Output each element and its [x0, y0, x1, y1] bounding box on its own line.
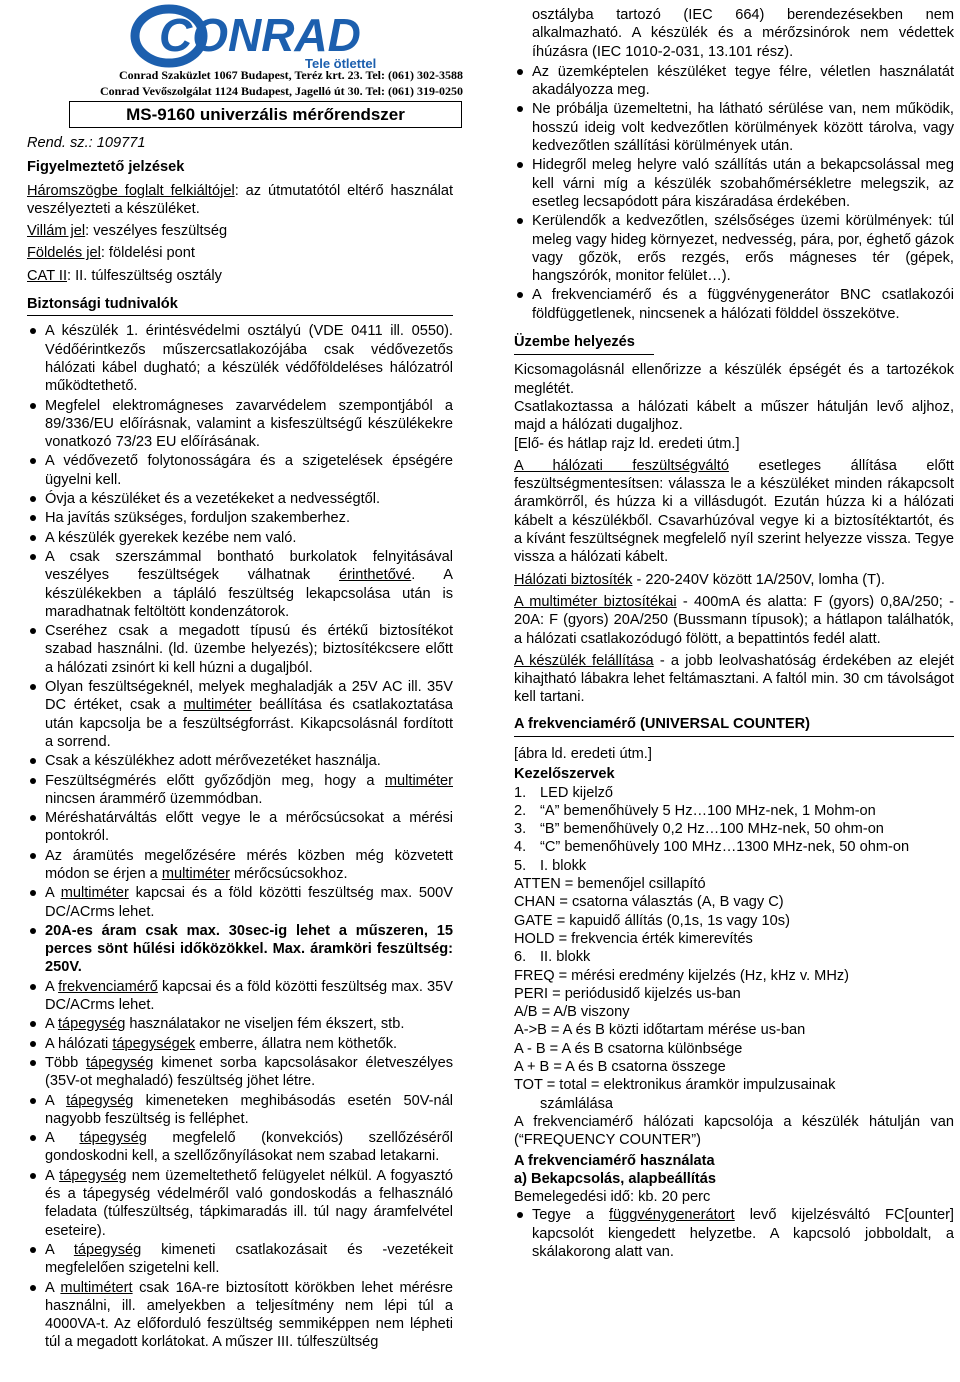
list-item: A tápegység kimeneteken meghibásodás esetén 50V-nál nagyobb feszültség is felléphet. [27, 1092, 453, 1129]
list-item: Méréshatárváltás előtt vegye le a mérőcsúcsokat a mérési pontokról. [27, 809, 453, 846]
usage-list [514, 1206, 954, 1261]
continued-text: osztályba tartozó (IEC 664) berendezésekben nem alkalmazható. A készülék és a mérőzsinórok nem védettek íhúzásra (IEC 1010-2-031, 13.101 rész). [532, 7, 954, 60]
key-line: FREQ = mérési eredmény kijelzés (Hz, kHz v. MHz) [514, 967, 850, 984]
warning-line: Földelés jel: földelési pont [27, 245, 195, 262]
list-item: A tápegység használatakor ne viseljen fém ékszert, stb. [27, 1015, 453, 1033]
warning-line: CAT II: II. túlfeszültség osztály [27, 267, 222, 284]
list-item: Csak a készülékhez adott mérővezetéket használja. [27, 752, 453, 770]
key-line: CHAN = csatorna választás (A, B vagy C) [514, 894, 784, 911]
list-item: Óvja a készüléket és a vezetékeket a nedvességtől. [27, 490, 453, 508]
control-item: 6. II. blokk [514, 949, 591, 966]
controls-heading: Kezelőszervek [514, 766, 615, 783]
list-item: Megfelel elektromágneses zavarvédelem szempontjából a 89/336/EU előírásnak, valamint a kisfeszültségű készülékekre vonatkozó 73/23 EU előírásának. [27, 397, 453, 452]
left-column [27, 0, 463, 1353]
setup-paragraph: A készülék felállítása - a jobb leolvashatóság érdekében az elejét kihajtható lábakra lehet feltámasztani. A faltól min. 30 cm távolságot kell tartani. [514, 652, 954, 706]
list-item: Ha javítás szükséges, forduljon szakemberhez. [27, 509, 453, 527]
list-item: A csak szerszámmal bontható burkolatok felnyitásával veszélyes feszültségek válhatnak érinthetővé. A készülékekben a tápláló feszültség lekapcsolása után is maradhatnak feltöltött kondenzátorok. [27, 548, 453, 621]
list-item: Feszültségmérés előtt győződjön meg, hogy a multiméter nincsen árammérő üzemmódban. [27, 772, 453, 809]
list-item: A készülék gyerekek kezébe nem való. [27, 529, 453, 547]
counter-switch-note: A frekvenciamérő hálózati kapcsolója a készülék hátulján van (“FREQUENCY COUNTER”) [514, 1113, 954, 1149]
setup-paragraph: [Elő- és hátlap rajz ld. eredeti útm.] [514, 435, 740, 452]
frequency-counter-heading: A frekvenciamérő (UNIVERSAL COUNTER) [514, 715, 954, 737]
key-line: A + B = A és B csatorna összege [514, 1059, 726, 1076]
right-column [514, 6, 954, 1262]
figure-reference: [ábra ld. eredeti útm.] [514, 745, 652, 762]
usage-heading: A frekvenciamérő használata [514, 1152, 715, 1169]
list-item: A tápegység nem üzemeltethető felügyelet nélkül. A fogyasztó és a tápegység védelméről való gondoskodás a felhasználó feladata (túlfeszültség, tápkimaradás ill. túl nagy áramfelvétel eseteire). [27, 1167, 453, 1240]
safety-list-continued [514, 63, 954, 323]
list-item: A készülék 1. érintésvédelmi osztályú (VDE 0411 ill. 0550). Védőérintkezős műszercsatlakozójába csak védővezetős hálózati kábel dugható; a készülék védőföldeléses hálózatról működtethető. [27, 322, 453, 395]
warmup-time: Bemelegedési idő: kb. 20 perc [514, 1189, 711, 1206]
svg-text:Tele ötlettel: Tele ötlettel [305, 56, 377, 70]
warning-line: Háromszögbe foglalt felkiáltójel: az útmutatótól eltérő használat veszélyezteti a készüléket. [27, 182, 453, 217]
list-item: A védővezető folytonosságára és a szigetelések épségére ügyelni kell. [27, 452, 453, 489]
document-title: MS-9160 univerzális mérőrendszer [69, 101, 462, 128]
header [27, 0, 463, 124]
list-item: Kerülendők a kedvezőtlen, szélsőséges üzemi körülmények: túl meleg vagy hideg környezet, nedvesség, pára, por, éghető gázok vagy gőzök, erős rezgés, erős mágneses tér (gépek, hangszórók, monitor felület…). [514, 212, 954, 285]
safety-heading: Biztonsági tudnivalók [27, 295, 453, 316]
control-item: 3. “B” bemenőhüvely 0,2 Hz…100 MHz-nek, 50 ohm-on [514, 821, 884, 838]
list-item: Olyan feszültségeknél, melyek meghaladják a 25V AC ill. 35V DC értéket, csak a multiméter beállítása és csatlakoztatása után kapcsolja be a feszültségforrást. Kikapcsolásnál fordított a sorrend. [27, 678, 453, 751]
safety-list [27, 322, 453, 1351]
list-item: Az áramütés megelőzésére mérés közben még közvetett módon se érjen a multiméter mérőcsúcsokhoz. [27, 847, 453, 884]
key-line: GATE = kapuidő állítás (0,1s, 1s vagy 10s) [514, 912, 790, 929]
setup-paragraph: Csatlakoztassa a hálózati kábelt a műszer hátulján levő aljhoz, majd a hálózati dugaljhoz. [514, 398, 954, 434]
warning-line: Villám jel: veszélyes feszültség [27, 223, 228, 240]
control-item: 2. “A” bemenőhüvely 5 Hz…100 MHz-nek, 1 Mohm-on [514, 802, 876, 819]
setup-paragraph: A multiméter biztosítékai - 400mA és alatta: F (gyors) 0,8A/250; - 20A: F (gyors) 20A/250 (Bussmann típusok); a hátlapon találhatók, a hálózati csatlakozódugó fölött, a bepattintós fedél alatt. [514, 593, 954, 647]
list-item: Tegye a függvénygenerátort levő kijelzésváltó FC[ounter] kapcsolót kiengedett helyzetbe. A kapcsoló jobboldalt, a skálakorong alatt van. [514, 1206, 954, 1261]
setup-paragraph: Kicsomagolásnál ellenőrizze a készülék épségét és a tartozékok meglétét. [514, 362, 954, 397]
control-item: 4. “C” bemenőhüvely 100 MHz…1300 MHz-nek, 50 ohm-on [514, 839, 910, 856]
list-item: A multiméter kapcsai és a föld közötti feszültség max. 500V DC/ACrms lehet. [27, 884, 453, 921]
setup-paragraph: Hálózati biztosíték - 220-240V között 1A/250V, lomha (T). [514, 571, 885, 588]
conrad-logo [129, 4, 379, 70]
list-item: Ne próbálja üzemeltetni, ha látható sérülése van, nem működik, hosszú ideig volt kedvezőtlen körülmények között tárolva, vagy kedvezőtlen szállítási körülmények után. [514, 100, 954, 155]
setup-paragraph: A hálózati feszültségváltó esetleges állítása előtt feszültségmentesítsen: válassza le a készüléket minden rákapcsolt áramkörről, és húzza ki a villásdugót. Ezután húzza ki a hálózati kábelt a készülékből. Csavarhúzóval vegye ki a biztosítéktartót, és a kívánt feszültségnek megfelelő nyíl szerint helyezze vissza. Tegye vissza a hálózati kábelt. [514, 457, 954, 566]
key-line: A - B = A és B csatorna különbsége [514, 1040, 743, 1057]
list-item: Több tápegység kimenet sorba kapcsolásakor életveszélyes (35V-ot meghaladó) feszültség jöhet létre. [27, 1054, 453, 1091]
list-item: A frekvenciamérő kapcsai és a föld közötti feszültség max. 35V DC/ACrms lehet. [27, 978, 453, 1015]
control-item: 1. LED kijelző [514, 784, 613, 801]
list-item: 20A-es áram csak max. 30sec-ig lehet a műszeren, 15 perces sönt hűlési időközökkel. Max. áramköri feszültség: 250V. [27, 922, 453, 977]
address-line: Conrad Szaküzlet 1067 Budapest, Teréz krt. 23. Tel: (061) 302-3588 [118, 68, 463, 82]
key-line: ATTEN = bemenőjel csillapító [514, 876, 706, 893]
list-item: Cseréhez csak a megadott típusú és értékű biztosítékot szabad használni. (ld. üzembe helyezés); biztosítékcsere előtt a hálózati zsinórt ki kell húzni a dugaljból. [27, 622, 453, 677]
key-line: számlálása [540, 1095, 613, 1112]
warning-heading: Figyelmeztető jelzések [27, 159, 185, 176]
list-item: Hidegről meleg helyre való szállítás után a bekapcsolással meg kell várni míg a készülék szobahőmérsékletre melegszik, az esetleg lecsapódott pára kiszáradása érdekében. [514, 156, 954, 211]
control-item: 5. I. blokk [514, 857, 587, 874]
order-number: Rend. sz.: 109771 [27, 135, 146, 151]
key-line: A->B = A és B közti időtartam mérése us-ban [514, 1022, 806, 1039]
usage-subheading: a) Bekapcsolás, alapbeállítás [514, 1170, 716, 1187]
key-line: A/B = A/B viszony [514, 1004, 630, 1021]
list-item: A frekvenciamérő és a függvénygenerátor BNC csatlakozói földfüggetlenek, nincsenek a hálózati földdel összekötve. [514, 286, 954, 323]
key-line: TOT = total = elektronikus áramkör impulzusainak [514, 1077, 836, 1094]
setup-heading: Üzembe helyezés [514, 333, 654, 355]
svg-text:CONRAD: CONRAD [159, 9, 361, 61]
list-item: A hálózati tápegységek emberre, állatra nem köthetők. [27, 1035, 453, 1053]
store-addresses [43, 68, 463, 99]
list-item: Az üzemképtelen készüléket tegye félre, véletlen használatát akadályozza meg. [514, 63, 954, 100]
list-item: A tápegység megfelelő (konvekciós) szellőzéséről gondoskodni kell, a szellőzőnyílásokat nem szabad letakarni. [27, 1129, 453, 1166]
list-item: A tápegység kimeneti csatlakozásait és -vezetékeit megfelelően szigetelni kell. [27, 1241, 453, 1278]
address-line: Conrad Vevőszolgálat 1124 Budapest, Jagelló út 30. Tel: (061) 319-0250 [99, 83, 463, 98]
key-line: PERI = periódusidő kijelzés us-ban [514, 985, 741, 1002]
list-item: A multimétert csak 16A-re biztosított körökben lehet mérésre használni, ill. amelyekben a teljesítmény nem lépi túl a 4000VA-t. Az előforduló feszültség semmiképpen nem lépheti túl a megadott korlátokat. A műszer III. túlfeszültség [27, 1279, 453, 1352]
key-line: HOLD = frekvencia érték kimerevítés [514, 930, 753, 947]
